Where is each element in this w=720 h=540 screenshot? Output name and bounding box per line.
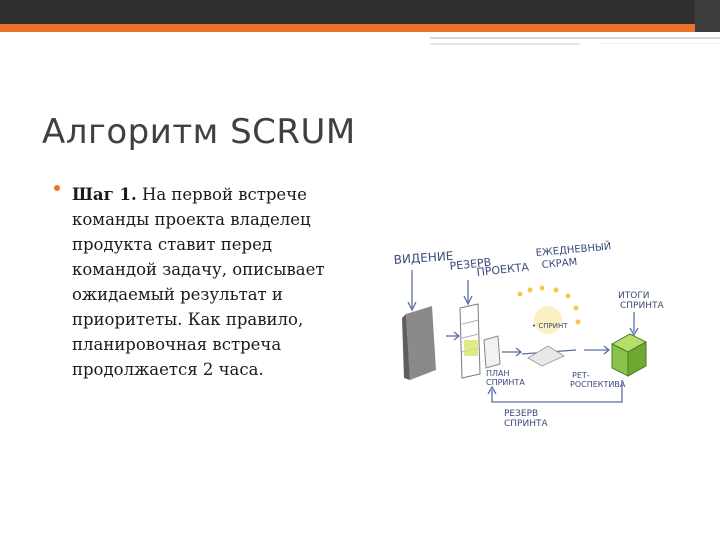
top-decor-line <box>430 37 720 39</box>
label-product-backlog-1: РЕЗЕРВ <box>448 255 492 273</box>
label-sprint-plan-2: СПРИНТА <box>486 378 525 387</box>
label-product-backlog-2: ПРОЕКТА <box>475 260 530 279</box>
bullet-dot <box>54 185 60 191</box>
label-sprint-results-2: СПРИНТА <box>620 301 664 311</box>
step-paragraph <box>72 182 356 382</box>
label-daily-scrum-2: СКРАМ <box>541 256 578 271</box>
label-vision: ВИДЕНИЕ <box>393 248 454 267</box>
label-sprint-short: • СПРИНТ <box>532 322 568 330</box>
slide-title: Алгоритм SCRUM <box>42 112 356 152</box>
sun-dot <box>554 288 559 293</box>
sun-dot <box>576 320 581 325</box>
scrum-diagram <box>380 232 670 432</box>
label-daily-scrum-1: ЕЖЕДНЕВНЫЙ <box>535 241 612 259</box>
sun-dot <box>574 306 579 311</box>
top-dark-bar <box>0 0 720 24</box>
top-decor-line <box>600 43 720 44</box>
sun-dot <box>566 294 571 299</box>
label-retrospective-2: РОСПЕКТИВА <box>570 380 626 389</box>
sun-dot <box>528 288 533 293</box>
sprint-platform <box>528 346 564 366</box>
label-sprint-plan-1: ПЛАН <box>486 369 510 378</box>
label-sprint-backlog-1: РЕЗЕРВ <box>504 409 539 419</box>
vision-block <box>406 306 436 380</box>
sun-dot <box>518 292 523 297</box>
label-retrospective-1: РЕТ- <box>572 371 590 380</box>
backlog-highlight <box>464 340 478 356</box>
top-corner-tab <box>695 0 720 32</box>
top-decor-line <box>430 43 580 45</box>
top-orange-stripe <box>0 24 720 32</box>
step-text: На первой встрече команды проекта владелец продукта ставит перед командой задачу, описывает ожидаемый результат и приоритеты. Как правило, планировочная встреча продолжается 2 часа. <box>72 185 325 379</box>
scrum-diagram-svg <box>380 232 670 432</box>
slide-body <box>56 182 356 382</box>
step-label: Шаг 1. <box>72 185 137 204</box>
sun-dot <box>540 286 545 291</box>
label-sprint-results-1: ИТОГИ <box>618 291 650 301</box>
label-sprint-backlog-2: СПРИНТА <box>504 419 548 429</box>
sprint-backlog-stack <box>484 336 500 368</box>
